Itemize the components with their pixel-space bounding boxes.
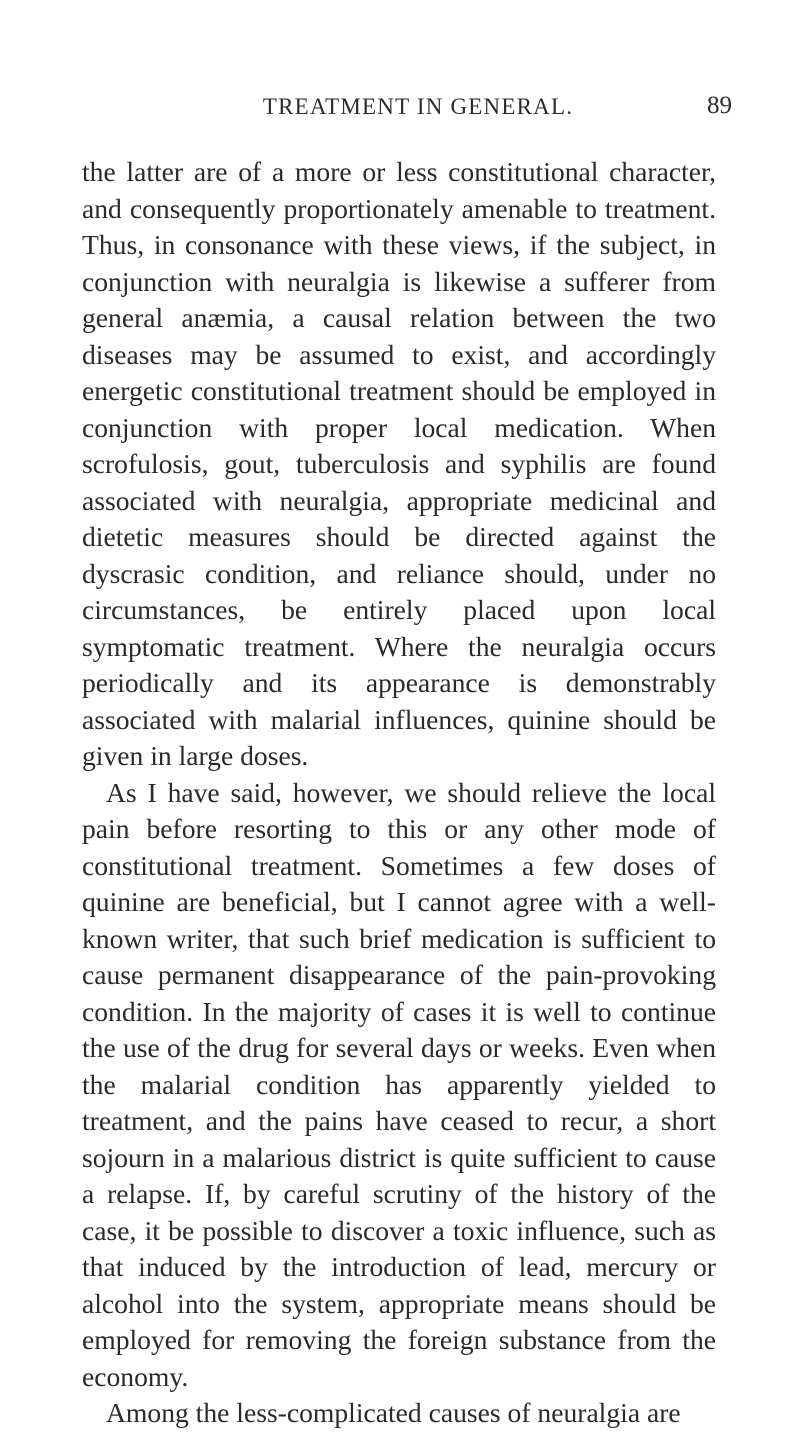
page-number: 89 [707,92,732,119]
running-head [0,88,800,128]
paragraph: Among the less-complicated causes of neuralgia are [106,1397,681,1428]
running-title: TREATMENT IN GENERAL. [262,94,574,119]
paragraph: As I have said, however, we should relieve the local pain before resorting to this or any other mode of constitutional treatment. Sometimes a few doses of quinine are beneficial, but I cannot agree with a well-known writer, that such brief medication is sufficient to cause permanent disappearance of the pain-provoking condition. In the majority of cases it is well to continue the use of the drug for several days or weeks. Even when the malarial condition has apparently yielded to treatment, and the pains have ceased to recur, a short sojourn in a malarious district is quite sufficient to cause a relapse. If, by careful scrutiny of the history of the case, it be possible to discover a toxic influence, such as that induced by the introduction of lead, mercury or alcohol into the system, appropriate means should be employed for removing the foreign substance from the economy. [82,776,716,1392]
body-text [82,154,716,1432]
paragraph-continued: the latter are of a more or less constitutional character, and consequently proportionately amenable to treatment. Thus, in consonance with these views, if the subject, in conjunction with neuralgia is likewise a sufferer from general anæmia, a causal relation between the two diseases may be assumed to exist, and accordingly energetic constitutional treatment should be employed in conjunction with proper local medication. When scrofulosis, gout, tuberculosis and syphilis are found associated with neuralgia, appropriate medicinal and dietetic measures should be directed against the dyscrasic condition, and reliance should, under no circumstances, be entirely placed upon local symptomatic treatment. Where the neuralgia occurs periodically and its appearance is demonstrably associated with malarial influences, quinine should be given in large doses. [82,156,716,771]
